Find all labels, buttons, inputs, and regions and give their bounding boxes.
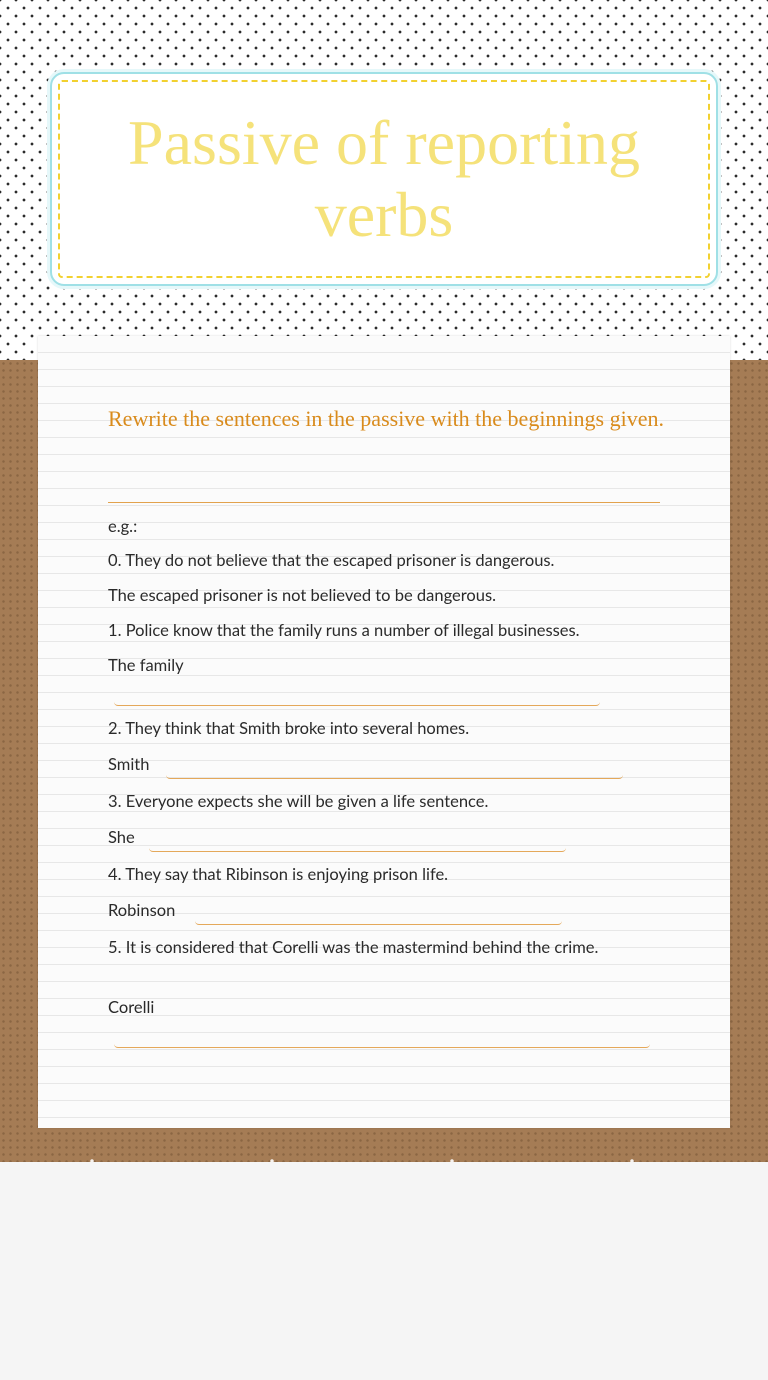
question-4-prompt: Robinson (108, 900, 176, 920)
title-card (50, 72, 718, 286)
example-sentence: 0. They do not believe that the escaped prisoner is dangerous. (108, 550, 555, 570)
example-label: e.g.: (108, 516, 138, 536)
title-frame (58, 80, 710, 278)
instruction-text: Rewrite the sentences in the passive with the beginnings given. (108, 406, 664, 431)
question-1-answer-field[interactable] (114, 682, 600, 706)
question-4-answer-field[interactable] (195, 901, 562, 925)
question-3-sentence: 3. Everyone expects she will be given a life sentence. (108, 791, 489, 811)
question-2-answer-field[interactable] (166, 755, 623, 779)
example-answer: The escaped prisoner is not believed to be dangerous. (108, 585, 496, 605)
question-5-answer-field[interactable] (114, 1024, 650, 1048)
question-2-prompt: Smith (108, 754, 150, 774)
question-3-answer-field[interactable] (149, 828, 566, 852)
question-4-sentence: 4. They say that Ribinson is enjoying prison life. (108, 864, 449, 884)
question-1-prompt: The family (108, 655, 184, 675)
question-2-sentence: 2. They think that Smith broke into several homes. (108, 718, 470, 738)
worksheet-title: Passive of reporting verbs (128, 107, 640, 250)
question-3-prompt: She (108, 827, 135, 847)
question-5-sentence: 5. It is considered that Corelli was the mastermind behind the crime. (108, 937, 599, 957)
question-1-sentence: 1. Police know that the family runs a number of illegal businesses. (108, 620, 580, 640)
instruction-divider (108, 502, 660, 503)
question-5-prompt: Corelli (108, 997, 155, 1017)
